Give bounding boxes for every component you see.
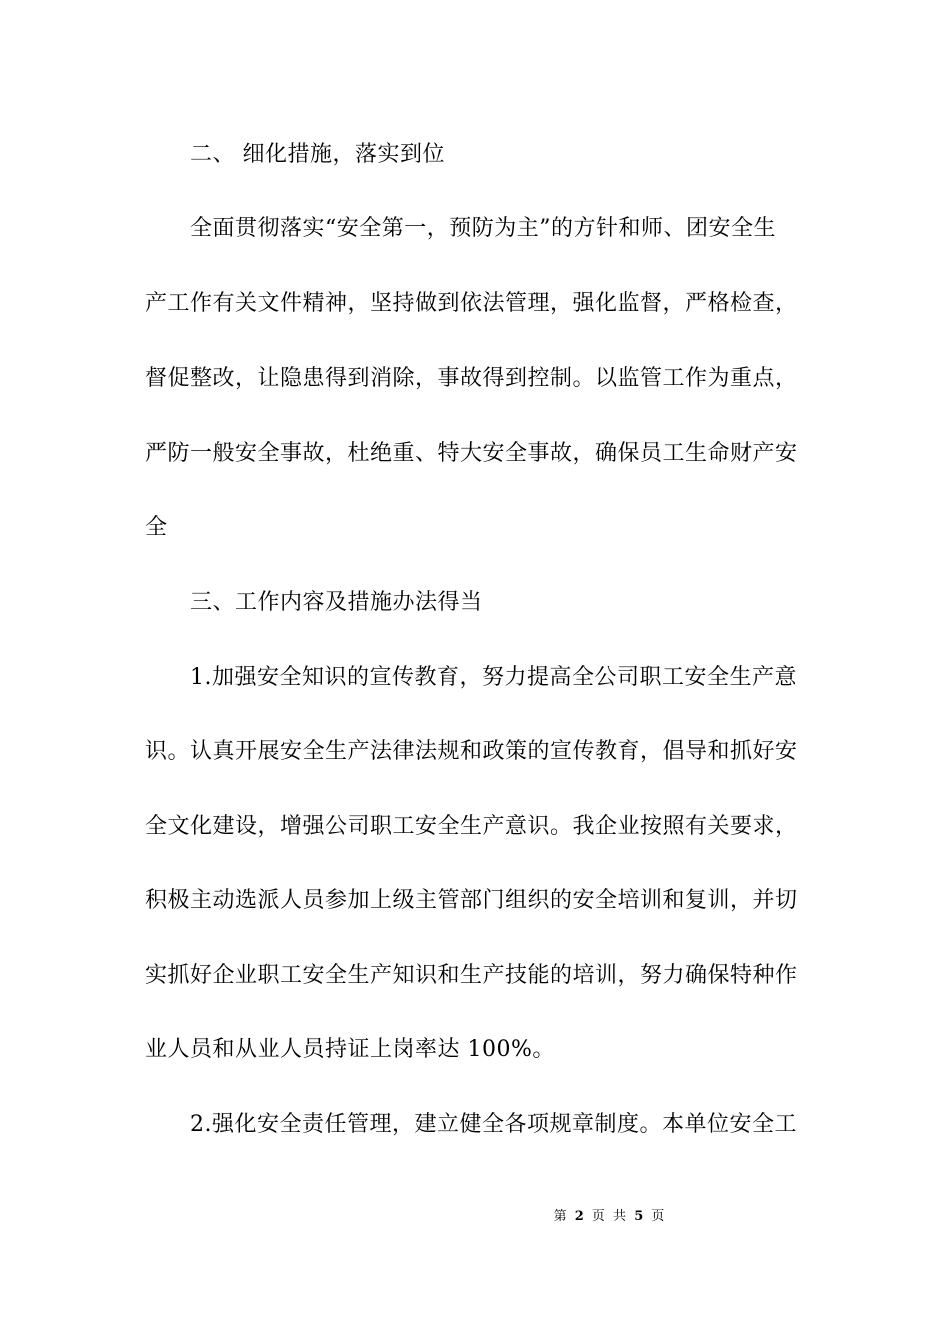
paragraph-line: 督促整改，让隐患得到消除，事故得到控制。以监管工作为重点，: [145, 366, 798, 391]
paragraph-line: 2.强化安全责任管理，建立健全各项规章制度。本单位安全工: [190, 1112, 797, 1137]
footer-page-current: 2: [574, 1209, 586, 1224]
paragraph-line: 识。认真开展安全生产法律法规和政策的宣传教育，倡导和抓好安: [145, 739, 798, 764]
paragraph-line: 全文化建设，增强公司职工安全生产意识。我企业按照有关要求，: [145, 814, 798, 839]
paragraph-line: 1.加强安全知识的宣传教育，努力提高全公司职工安全生产意: [190, 665, 797, 690]
section-heading-2: 二、 细化措施，落实到位: [190, 142, 445, 167]
paragraph-line: 业人员和从业人员持证上岗率达 100%。: [145, 1037, 555, 1062]
paragraph-line: 产工作有关文件精神，坚持做到依法管理，强化监督，严格检查，: [145, 291, 798, 316]
paragraph-line: 积极主动选派人员参加上级主管部门组织的安全培训和复训，并切: [145, 888, 798, 913]
footer-prefix: 第: [553, 1209, 569, 1224]
paragraph-line: 严防一般安全事故，杜绝重、特大安全事故，确保员工生命财产安: [145, 441, 798, 466]
footer-suffix: 页: [651, 1209, 667, 1224]
footer-mid: 页 共: [591, 1209, 629, 1224]
paragraph-line: 全: [145, 515, 168, 540]
footer-page-total: 5: [634, 1209, 646, 1224]
page-footer: [0, 1208, 950, 1226]
paragraph-line: 全面贯彻落实“安全第一，预防为主”的方针和师、团安全生: [190, 216, 776, 241]
section-heading-3: 三、工作内容及措施办法得当: [190, 590, 483, 615]
paragraph-line: 实抓好企业职工安全生产知识和生产技能的培训，努力确保特种作: [145, 963, 798, 988]
